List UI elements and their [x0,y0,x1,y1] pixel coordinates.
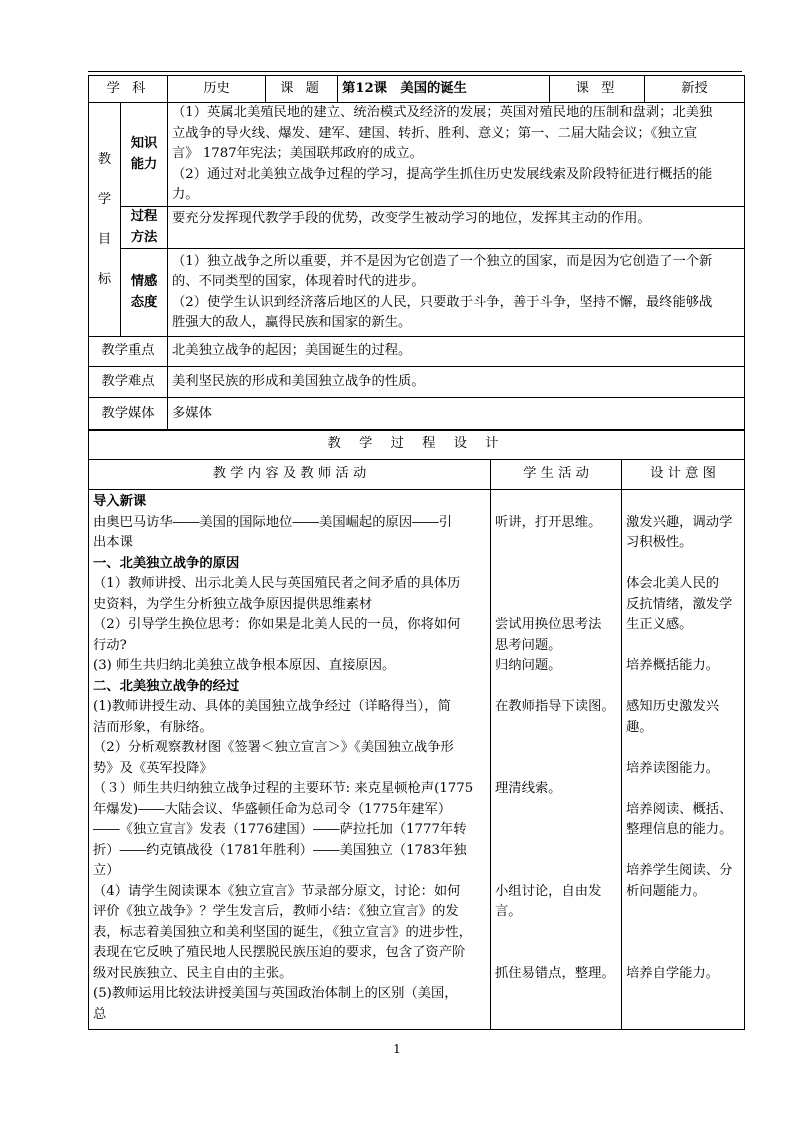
student-line: 听讲，打开思维。 [495,514,602,530]
teacher-line: （３）师生共归纳独立战争过程的主要环节: 来克星顿枪声(1775 [93,781,474,796]
student-line [495,718,617,739]
student-line [495,554,617,575]
teacher-line: 势》及《英军投降》 [93,760,213,776]
student-line [495,1005,617,1026]
teacher-line: 洁而形象，有脉络。 [93,719,213,735]
process-design-title: 教 学 过 程 设 计 [89,430,745,460]
teacher-line: 出本课 [93,535,133,550]
intent-line [626,554,740,575]
objectives-group-label [89,103,121,337]
intent-line [626,1005,740,1026]
teacher-line: ――《独立宣言》发表（1776建国）――萨拉托加（1777年转 [93,822,467,837]
student-line: 理清线索。 [495,781,562,796]
knowledge-content [168,103,745,207]
student-line [495,984,617,1005]
emotion-content [168,249,745,337]
media-label: 教学媒体 [89,398,168,431]
knowledge-line: 力。 [172,187,199,203]
intent-line [626,636,740,657]
type-label: 课 型 [550,76,645,103]
intent-line [626,841,740,862]
knowledge-label [121,103,168,207]
emotion-label [121,249,168,337]
student-line [495,738,617,759]
knowledge-label-line-2: 能力 [130,156,158,172]
intent-line: 培养自学能力。 [626,965,720,981]
intent-line [626,677,740,698]
subject-label: 学 科 [89,76,168,103]
teacher-line: 导入新课 [93,494,147,509]
teacher-line: 折）――约克镇战役（1781年胜利）――美国独立（1783年独 [93,842,467,858]
type-value: 新授 [645,76,745,103]
key-point-label: 教学重点 [89,337,168,367]
intent-line: 体会北美人民的 [626,576,720,591]
intent-line [626,738,740,759]
teacher-line: （2）引导学生换位思考：你如果是北美人民的一员，你将如何 [93,617,461,632]
teacher-line: （2）分析观察教材图《签署＜独立宣言＞》《美国独立战争形 [93,740,454,755]
teacher-line: (3) 师生共归纳北美独立战争根本原因、直接原因。 [93,658,396,673]
intent-line [626,902,740,923]
teacher-line: 级对民族独立、民主自由的主张。 [93,965,293,981]
teacher-line: （4）请学生阅读课本《独立宣言》节录部分原文，讨论：如何 [93,883,461,899]
col-student-header: 学 生 活 动 [491,460,622,490]
teacher-line: 总 [93,1006,107,1022]
student-line [495,923,617,944]
emotion-label-line-1: 情感 [130,274,158,289]
intent-line: 趣。 [626,719,653,735]
intent-line: 反抗情绪，激发学 [626,596,733,612]
intent-line: 培养概括能力。 [626,658,720,673]
header-rule [88,71,742,72]
intent-line: 培养阅读、概括、 [626,801,733,817]
student-line: 思考问题。 [495,637,562,653]
header-table [88,75,745,103]
difficulty-label: 教学难点 [89,367,168,398]
emotion-line: （1）独立战争之所以重要，并不是因为它创造了一个独立的国家，而是因为它创造了一个新 [172,253,713,269]
process-label-line-2: 方法 [130,229,158,245]
process-design-table [88,429,745,1030]
key-point-value: 北美独立战争的起因；美国诞生的过程。 [168,337,745,367]
intent-line: 感知历史激发兴 [626,699,720,714]
intent-line: 整理信息的能力。 [626,822,733,837]
student-line [495,677,617,698]
objectives-label-char-1: 教 [97,151,112,167]
emotion-label-line-2: 态度 [130,294,158,310]
objectives-label-char-4: 标 [97,271,112,287]
process-line: 要充分发挥现代教学手段的优势，改变学生被动学习的地位，发挥其主动的作用。 [172,211,651,226]
student-line [495,820,617,841]
intent-line [626,779,740,800]
teacher-line: 史资料，为学生分析独立战争原因提供思维素材 [93,596,373,612]
teacher-line: 二、北美独立战争的经过 [93,678,240,694]
teacher-line: 年爆发)――大陆会议、华盛顿任命为总司令（1775年建军） [93,801,452,817]
design-intent-content [622,490,745,1030]
student-line: 尝试用换位思考法 [495,617,602,632]
intent-line: 生正义感。 [626,617,693,632]
intent-line [626,492,740,513]
teacher-line: (5)教师运用比较法讲授美国与英国政治体制上的区别（美国， [93,986,458,1001]
emotion-line: 的、不同类型的国家，体现着时代的进步。 [172,274,425,289]
knowledge-label-line-1: 知识 [130,136,158,151]
intent-line: 习积极性。 [626,535,693,550]
intent-line: 培养读图能力。 [626,760,720,776]
teacher-line: 评价《独立战争》？学生发言后，教师小结：《独立宣言》的发 [93,904,459,919]
student-line [495,595,617,616]
teacher-line: 一、北美独立战争的原因 [93,555,240,571]
objectives-label-char-3: 目 [97,231,112,247]
teacher-line: 由奥巴马访华――美国的国际地位――美国崛起的原因――引 [93,514,453,530]
lesson-title: 第12课 美国的诞生 [338,76,550,103]
col-teacher-header: 教 学 内 容 及 教 师 活 动 [89,460,491,490]
student-line: 在教师指导下读图。 [495,699,615,714]
knowledge-line: （2）通过对北美独立战争过程的学习，提高学生抓住历史发展线索及阶段特征进行概括的能 [172,166,713,182]
subject-value: 历史 [168,76,266,103]
student-line [495,943,617,964]
student-activity-content [491,490,622,1030]
objectives-table [88,102,745,431]
topic-label: 课 题 [266,76,338,103]
teacher-line: 表，标志着美国独立和美利坚国的诞生，《独立宣言》的进步性， [93,924,472,940]
student-line: 抓住易错点，整理。 [495,965,615,981]
teacher-line: (1)教师讲授生动、具体的美国独立战争经过（详略得当），简 [93,699,451,714]
student-line: 言。 [495,904,522,919]
knowledge-line: （1）英属北美殖民地的建立、统治模式及经济的发展；英国对殖民地的压制和盘剥；北美独 [172,105,713,121]
teacher-line: （1）教师讲授、出示北美人民与英国殖民者之间矛盾的具体历 [93,576,461,591]
student-line [495,759,617,780]
emotion-line: 胜强大的敌人，赢得民族和国家的新生。 [172,315,412,330]
student-line [495,861,617,882]
intent-line: 激发兴趣，调动学 [626,514,733,530]
intent-line: 析问题能力。 [626,883,706,899]
student-line [495,574,617,595]
student-line: 归纳问题。 [495,658,562,673]
knowledge-line: 言》 1787年宪法；美国联邦政府的成立。 [172,146,423,162]
intent-line [626,923,740,944]
student-line [495,800,617,821]
col-intent-header: 设 计 意 图 [622,460,745,490]
intent-line [626,984,740,1005]
process-label-line-1: 过程 [130,209,158,224]
difficulty-value: 美利坚民族的形成和美国独立战争的性质。 [168,367,745,398]
intent-line [626,943,740,964]
process-content [168,207,745,249]
student-line: 小组讨论，自由发 [495,883,602,899]
objectives-label-char-2: 学 [97,191,112,207]
knowledge-line: 立战争的导火线、爆发、建军、建国、转折、胜利、意义；第一、二届大陆会议；《独立宣 [172,125,698,141]
teacher-line: 表现在它反映了殖民地人民摆脱民族压迫的要求，包含了资产阶 [93,945,466,960]
teacher-line: 行动? [93,637,127,653]
student-line [495,841,617,862]
emotion-line: （2）使学生认识到经济落后地区的人民，只要敢于斗争，善于斗争，坚持不懈，最终能够战 [172,294,713,310]
media-value: 多媒体 [168,398,745,431]
student-line [495,492,617,513]
process-label [121,207,168,249]
teacher-line: 立） [93,863,120,878]
intent-line: 培养学生阅读、分 [626,863,733,878]
student-line [495,533,617,554]
teacher-activity-content [89,490,491,1030]
page-number: 1 [393,1042,401,1056]
